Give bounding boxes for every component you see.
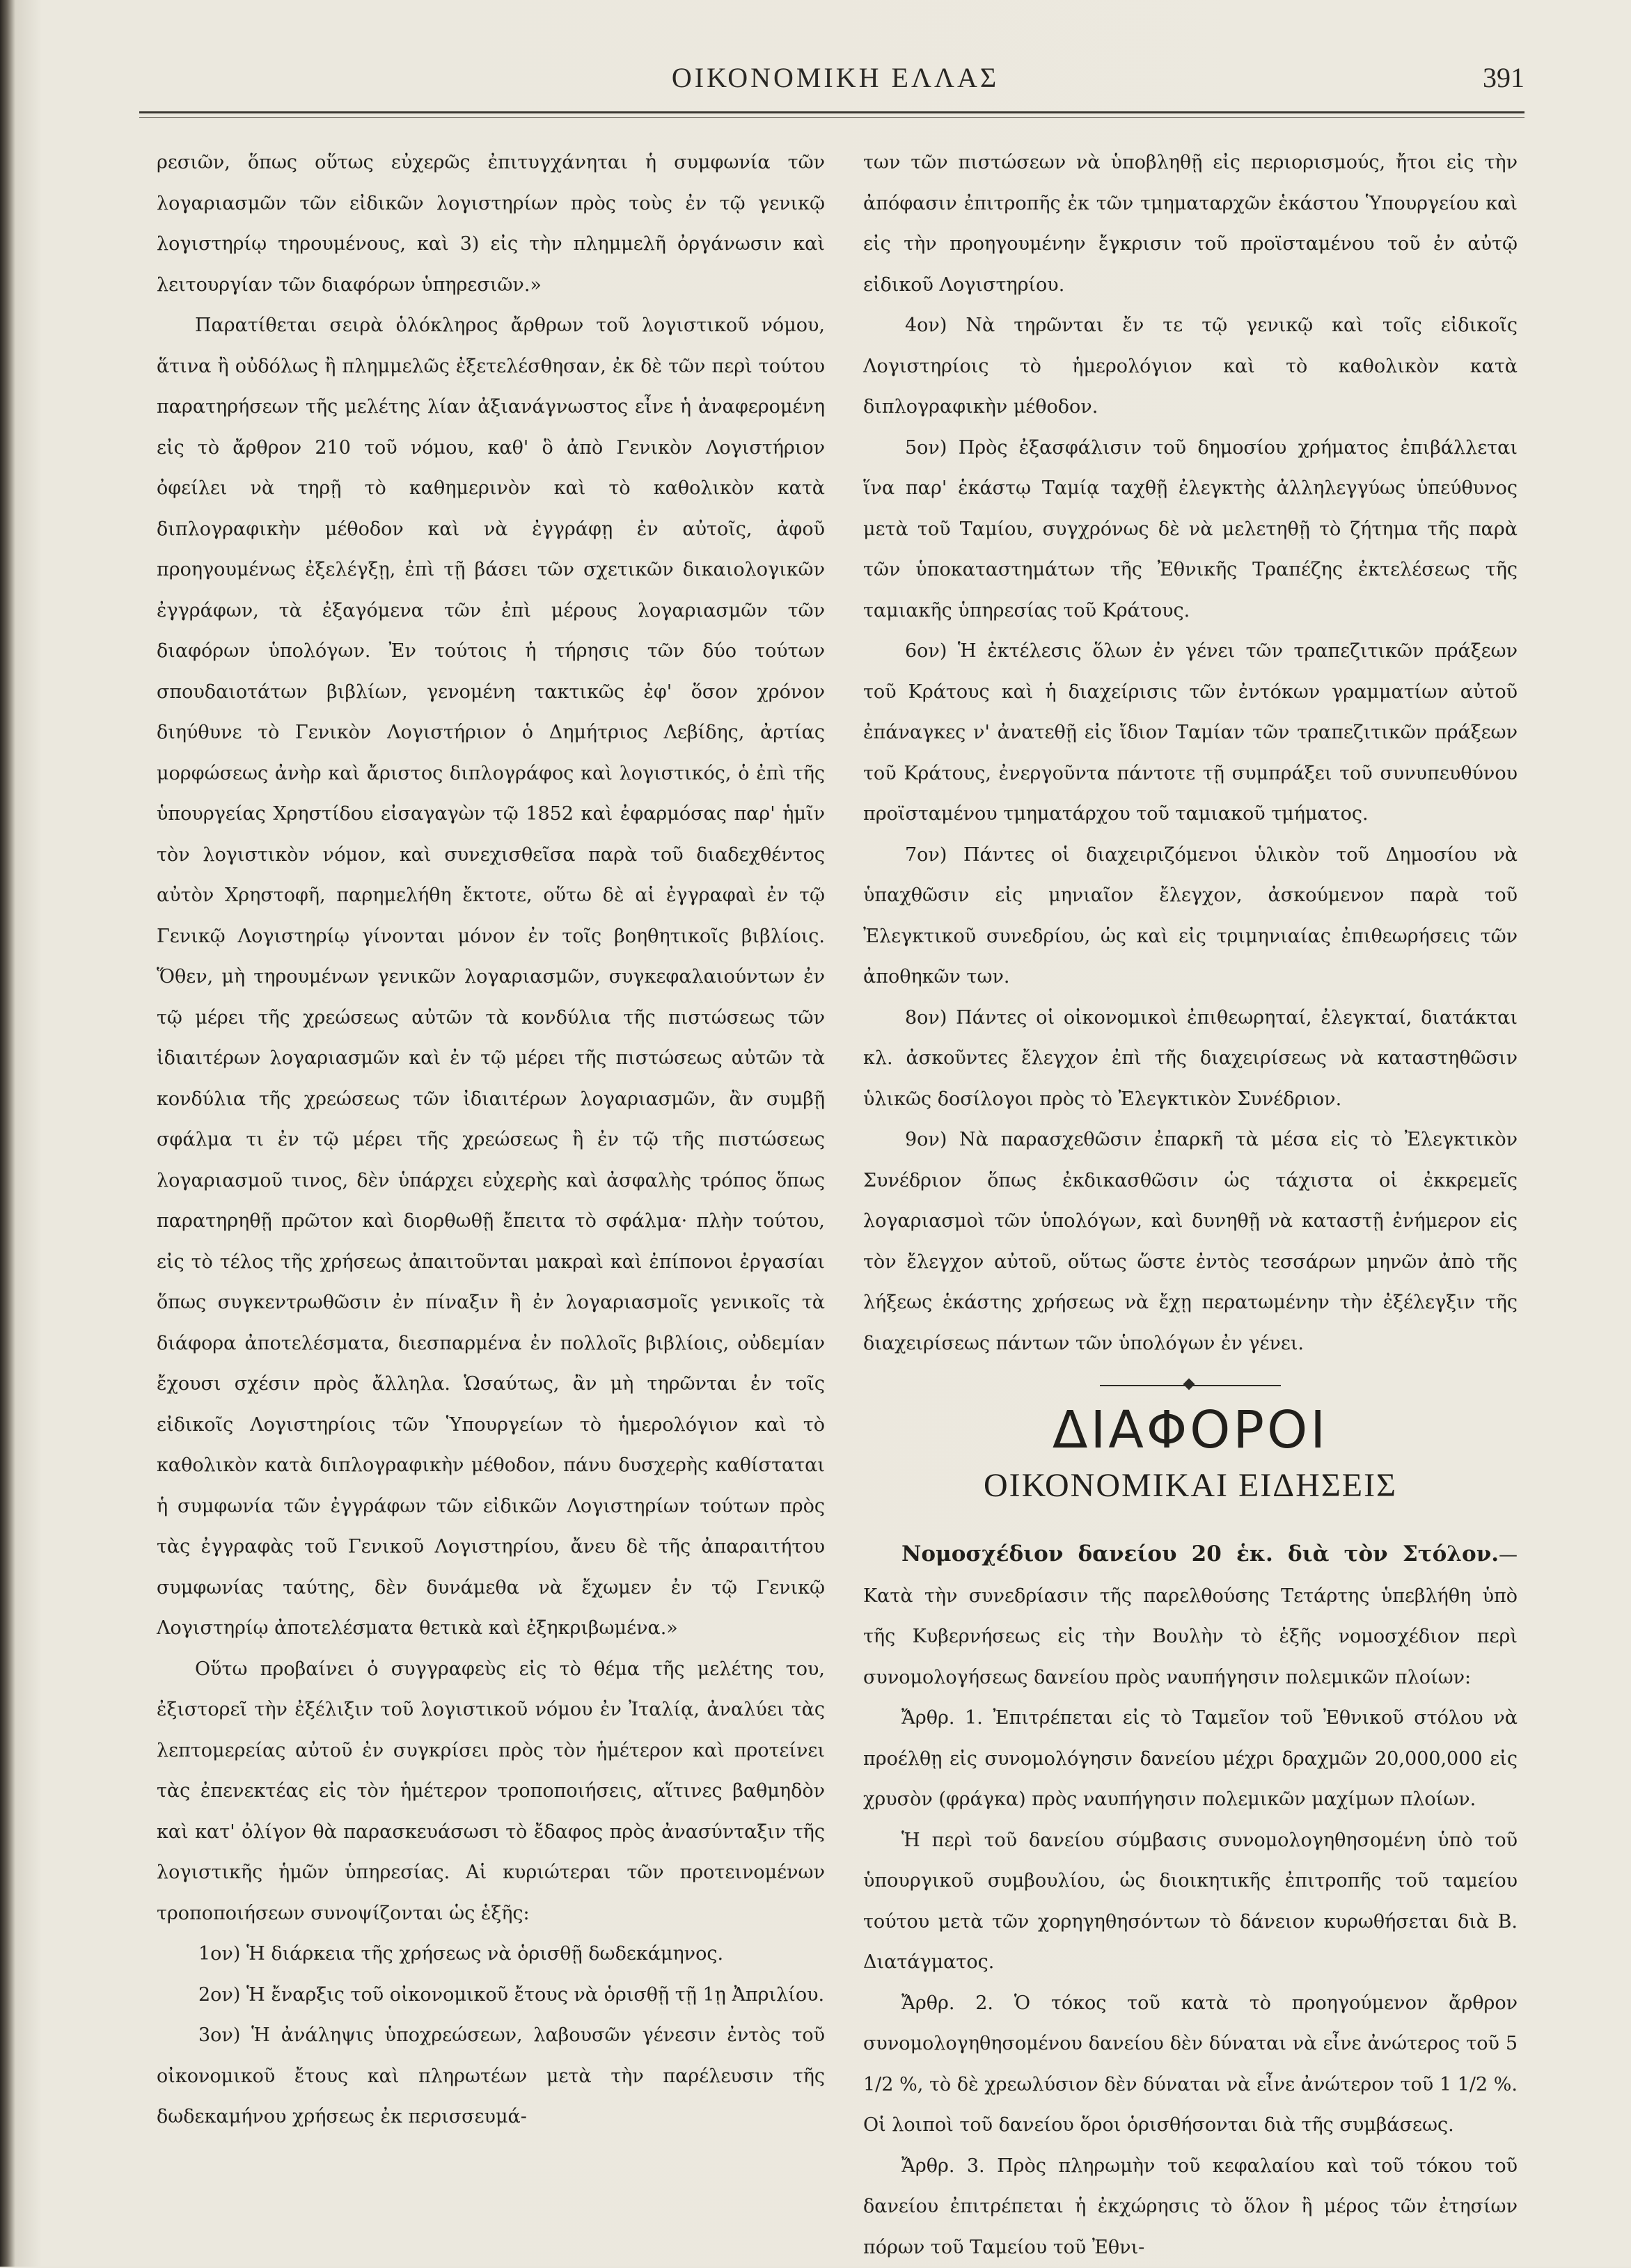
list-item: 7ον) Πάντες οἱ διαχειριζόμενοι ὑλικὸν τοῦ Δημοσίου νὰ ὑπαχθῶσιν εἰς μηνιαῖον ἔλεγχον, ἀσκούμενον παρὰ τοῦ Ἐλεγκτικοῦ συνεδρίου, ὡς καὶ εἰς τριμηνιαίας ἐπιθεωρήσεις τῶν ἀποθηκῶν των. (863, 835, 1518, 998)
news-intro: — Κατὰ τὴν συνεδρίασιν τῆς παρελθούσης Τετάρτης ὑπεβλήθη ὑπὸ τῆς Κυβερνήσεως εἰς τὴν Βουλὴν τὸ ἑξῆς νομοσχέδιον περὶ συνομολογήσεως δανείου πρὸς ναυπήγησιν πολεμικῶν πλοίων: (863, 1544, 1518, 1688)
paragraph: Οὕτω προβαίνει ὁ συγγραφεὺς εἰς τὸ θέμα τῆς μελέτης του, ἐξιστορεῖ τὴν ἐξέλιξιν τοῦ λογιστικοῦ νόμου ἐν Ἰταλίᾳ, ἀναλύει τὰς λεπτομερείας αὐτοῦ ἐν συγκρίσει πρὸς τὸν ἡμέτερον καὶ προτείνει τὰς ἐπενεκτέας εἰς τὸν ἡμέτερον τροποποιήσεις, αἵτινες βαθμηδὸν καὶ κατ' ὀλίγον θὰ παρασκευάσωσι τὸ ἔδαφος πρὸς ἀνασύνταξιν τῆς λογιστικῆς ἡμῶν ὑπηρεσίας. Αἱ κυριώτεραι τῶν προτεινομένων τροποποιήσεων συνοψίζονται ὡς ἑξῆς: (157, 1649, 825, 1935)
section-subtitle: ΟΙΚΟΝΟΜΙΚΑΙ ΕΙΔΗΣΕΙΣ (863, 1461, 1518, 1510)
list-item: 9ον) Νὰ παρασχεθῶσιν ἐπαρκῆ τὰ μέσα εἰς τὸ Ἐλεγκτικὸν Συνέδριον ὅπως ἐκδικασθῶσιν ὡς τάχιστα οἱ ἐκκρεμεῖς λογαριασμοὶ τῶν ὑπολόγων, καὶ δυνηθῇ νὰ καταστῇ ἐνήμερον εἰς τὸν ἔλεγχον αὐτοῦ, οὕτως ὥστε ἐντὸς τεσσάρων μηνῶν ἀπὸ τῆς λήξεως ἑκάστης χρήσεως νὰ ἔχῃ περατωμένην τὴν ἐξέλεγξιν τῆς διαχειρίσεως πάντων τῶν ὑπολόγων ἐν γένει. (863, 1120, 1518, 1364)
paragraph: ρεσιῶν, ὅπως οὕτως εὐχερῶς ἐπιτυγχάνηται ἡ συμφωνία τῶν λογαριασμῶν τῶν εἰδικῶν λογιστηρίων πρὸς τοὺς ἐν τῷ γενικῷ λογιστηρίῳ τηρουμένους, καὶ 3) εἰς τὴν πλημμελῆ ὀργάνωσιν καὶ λειτουργίαν τῶν διαφόρων ὑπηρεσιῶν.» (157, 143, 825, 306)
list-item: 5ον) Πρὸς ἐξασφάλισιν τοῦ δημοσίου χρήματος ἐπιβάλλεται ἵνα παρ' ἑκάστῳ Ταμίᾳ ταχθῇ ἐλεγκτὴς ἀλληλεγγύως ὑπεύθυνος μετὰ τοῦ Ταμίου, συγχρόνως δὲ νὰ μελετηθῇ τὸ ζήτημα τῆς παρὰ τῶν ὑποκαταστημάτων τῆς Ἐθνικῆς Τραπέζης ἐκτελέσεως τῆς ταμιακῆς ὑπηρεσίας τοῦ Κράτους. (863, 428, 1518, 632)
list-item: 6ον) Ἡ ἐκτέλεσις ὅλων ἐν γένει τῶν τραπεζιτικῶν πράξεων τοῦ Κράτους καὶ ἡ διαχείρισις τῶν ἐντόκων γραμματίων αὐτοῦ ἐπάναγκες ν' ἀνατεθῇ εἰς ἴδιον Ταμίαν τῶν τραπεζιτικῶν πράξεων τοῦ Κράτους, ἐνεργοῦντα πάντοτε τῇ συμπράξει τοῦ συνυπευθύνου προϊσταμένου τμηματάρχου τοῦ ταμιακοῦ τμήματος. (863, 631, 1518, 835)
header-rule-thin (139, 117, 1524, 118)
news-item (863, 1534, 1518, 1698)
paragraph: Παρατίθεται σειρὰ ὁλόκληρος ἄρθρων τοῦ λογιστικοῦ νόμου, ἅτινα ἢ οὐδόλως ἢ πλημμελῶς ἐξετελέσθησαν, ἐκ δὲ τῶν περὶ τούτου παρατηρήσεων τῆς μελέτης λίαν ἀξιανάγνωστος εἶνε ἡ ἀναφερομένη εἰς τὸ ἄρθρον 210 τοῦ νόμου, καθ' ὃ ἀπὸ Γενικὸν Λογιστήριον ὀφείλει νὰ τηρῇ τὸ καθημερινὸν καὶ τὸ καθολικὸν κατὰ διπλογραφικὴν μέθοδον καὶ νὰ ἐγγράφῃ ἐν αὐτοῖς, ἀφοῦ προηγουμένως ἐξελέγξῃ, ἐπὶ τῇ βάσει τῶν σχετικῶν δικαιολογικῶν ἐγγράφων, τὰ ἐξαγόμενα τῶν ἐπὶ μέρους λογαριασμῶν τῶν διαφόρων ὑπολόγων. Ἐν τούτοις ἡ τήρησις τῶν δύο τούτων σπουδαιοτάτων βιβλίων, γενομένη τακτικῶς ἐφ' ὅσον χρόνον διηύθυνε τὸ Γενικὸν Λογιστήριον ὁ Δημήτριος Λεβίδης, ἀρτίας μορφώσεως ἀνὴρ καὶ ἄριστος διπλογράφος καὶ λογιστικός, ὁ ἐπὶ τῆς ὑπουργείας Χρηστίδου εἰσαγαγὼν τῷ 1852 καὶ ἐφαρμόσας παρ' ἡμῖν τὸν λογιστικὸν νόμον, καὶ συνεχισθεῖσα παρὰ τοῦ διαδεχθέντος αὐτὸν Χρηστοφῆ, παρημελήθη ἔκτοτε, οὕτω δὲ αἱ ἐγγραφαὶ ἐν τῷ Γενικῷ Λογιστηρίῳ γίνονται μόνον ἐν τοῖς βοηθητικοῖς βιβλίοις. Ὅθεν, μὴ τηρουμένων γενικῶν λογαριασμῶν, συγκεφαλαιούντων ἐν τῷ μέρει τῆς χρεώσεως αὐτῶν τὰ κονδύλια τῆς πιστώσεως τῶν ἰδιαιτέρων λογαριασμῶν καὶ ἐν τῷ μέρει τῆς πιστώσεως αὐτῶν τὰ κονδύλια τῆς χρεώσεως τῶν ἰδιαιτέρων λογαριασμῶν, ἂν συμβῇ σφάλμα τι ἐν τῷ μέρει τῆς χρεώσεως ἢ ἐν τῷ τῆς πιστώσεως λογαριασμοῦ τινος, δὲν ὑπάρχει εὐχερὴς καὶ ἀσφαλὴς τρόπος ὅπως παρατηρηθῇ πρῶτον καὶ διορθωθῇ ἔπειτα τὸ σφάλμα· πλὴν τούτου, εἰς τὸ τέλος τῆς χρήσεως ἀπαιτοῦνται μακραὶ καὶ ἐπίπονοι ἐργασίαι ὅπως συγκεντρωθῶσιν ἐν πίναξιν ἢ ἐν λογαριασμοῖς γενικοῖς τὰ διάφορα ἀποτελέσματα, διεσπαρμένα ἐν πολλοῖς βιβλίοις, οὐδεμίαν ἔχουσι σχέσιν πρὸς ἄλληλα. Ὡσαύτως, ἂν μὴ τηρῶνται ἐν τοῖς εἰδικοῖς Λογιστηρίοις τῶν Ὑπουργείων τὸ ἡμερολόγιον καὶ τὸ καθολικὸν κατὰ διπλογραφικὴν μέθοδον, πάνυ δυσχερὴς καθίσταται ἡ συμφωνία τῶν ἐγγράφων τῶν εἰδικῶν Λογιστηρίων τούτων πρὸς τὰς ἐγγραφὰς τοῦ Γενικοῦ Λογιστηρίου, ἄνευ δὲ τῆς ἀπαραιτήτου συμφωνίας ταύτης, δὲν δυνάμεθα νὰ ἔχωμεν ἐν τῷ Γενικῷ Λογιστηρίῳ ἀποτελέσματα θετικὰ καὶ ἐξηκριβωμένα.» (157, 306, 825, 1649)
section-title: ΔΙΑΦΟΡΟΙ (863, 1399, 1518, 1461)
list-item: 1ον) Ἡ διάρκεια τῆς χρήσεως νὰ ὁρισθῇ δωδεκάμηνος. (157, 1934, 825, 1975)
left-column (157, 143, 825, 2138)
article-1: Ἄρθρ. 1. Ἐπιτρέπεται εἰς τὸ Ταμεῖον τοῦ Ἐθνικοῦ στόλου νὰ προέλθῃ εἰς συνομολόγησιν δανείου μέχρι δραχμῶν 20,000,000 εἰς χρυσὸν (φράγκα) πρὸς ναυπήγησιν πολεμικῶν μαχίμων πλοίων. (863, 1698, 1518, 1821)
list-item: 3ον) Ἡ ἀνάληψις ὑποχρεώσεων, λαβουσῶν γένεσιν ἐντὸς τοῦ οἰκονομικοῦ ἔτους καὶ πληρωτέων μετὰ τὴν παρέλευσιν τῆς δωδεκαμήνου χρήσεως ἐκ περισσευμά- (157, 2015, 825, 2138)
list-item: 4ον) Νὰ τηρῶνται ἔν τε τῷ γενικῷ καὶ τοῖς εἰδικοῖς Λογιστηρίοις τὸ ἡμερολόγιον καὶ τὸ καθολικὸν κατὰ διπλογραφικὴν μέθοδον. (863, 306, 1518, 428)
header-rule (139, 111, 1524, 113)
news-headline: Νομοσχέδιον δανείου 20 ἑκ. διὰ τὸν Στόλον. (901, 1541, 1499, 1567)
article-3: Ἄρθρ. 3. Πρὸς πληρωμὴν τοῦ κεφαλαίου καὶ τοῦ τόκου τοῦ δανείου ἐπιτρέπεται ἡ ἐκχώρησις τὸ ὅλον ἢ μέρος τῶν ἐτησίων πόρων τοῦ Ταμείου τοῦ Ἐθνι- (863, 2146, 1518, 2268)
right-column (863, 143, 1518, 2268)
article-1-paragraph: Ἡ περὶ τοῦ δανείου σύμβασις συνομολογηθησομένη ὑπὸ τοῦ ὑπουργικοῦ συμβουλίου, ὡς διοικητικῆς ἐπιτροπῆς τοῦ ταμείου τούτου μετὰ τῶν χορηγηθησόντων τὸ δάνειον κυρωθήσεται διὰ Β. Διατάγματος. (863, 1821, 1518, 1983)
list-item: 2ον) Ἡ ἔναρξις τοῦ οἰκονομικοῦ ἔτους νὰ ὁρισθῇ τῇ 1ῃ Ἀπριλίου. (157, 1975, 825, 2016)
list-item: 8ον) Πάντες οἱ οἰκονομικοὶ ἐπιθεωρηταί, ἐλεγκταί, διατάκται κλ. ἀσκοῦντες ἔλεγχον ἐπὶ τῆς διαχειρίσεως νὰ καταστηθῶσιν ὑλικῶς δοσίλογοι πρὸς τὸ Ἐλεγκτικὸν Συνέδριον. (863, 998, 1518, 1120)
page-header (167, 61, 1504, 110)
paragraph: των τῶν πιστώσεων νὰ ὑποβληθῇ εἰς περιορισμούς, ἤτοι εἰς τὴν ἀπόφασιν ἐπιτροπῆς ἐκ τῶν τμηματαρχῶν ἑκάστου Ὑπουργείου καὶ εἰς τὴν προηγουμένην ἔγκρισιν τοῦ προϊσταμένου τοῦ ἐν αὐτῷ εἰδικοῦ Λογιστηρίου. (863, 143, 1518, 306)
page-number: 391 (1483, 61, 1524, 94)
article-2: Ἄρθρ. 2. Ὁ τόκος τοῦ κατὰ τὸ προηγούμενον ἄρθρον συνομολογηθησομένου δανείου δὲν δύναται νὰ εἶνε ἀνώτερος τοῦ 5 1/2 %, τὸ δὲ χρεωλύσιον δὲν δύναται νὰ εἶνε ἀνώτερον τοῦ 1 1/2 %. Οἱ λοιποὶ τοῦ δανείου ὅροι ὁρισθήσονται διὰ τῆς συμβάσεως. (863, 1983, 1518, 2146)
section-divider (1100, 1385, 1281, 1386)
running-title: ΟΙΚΟΝΟΜΙΚΗ ΕΛΛΑΣ (167, 61, 1504, 94)
